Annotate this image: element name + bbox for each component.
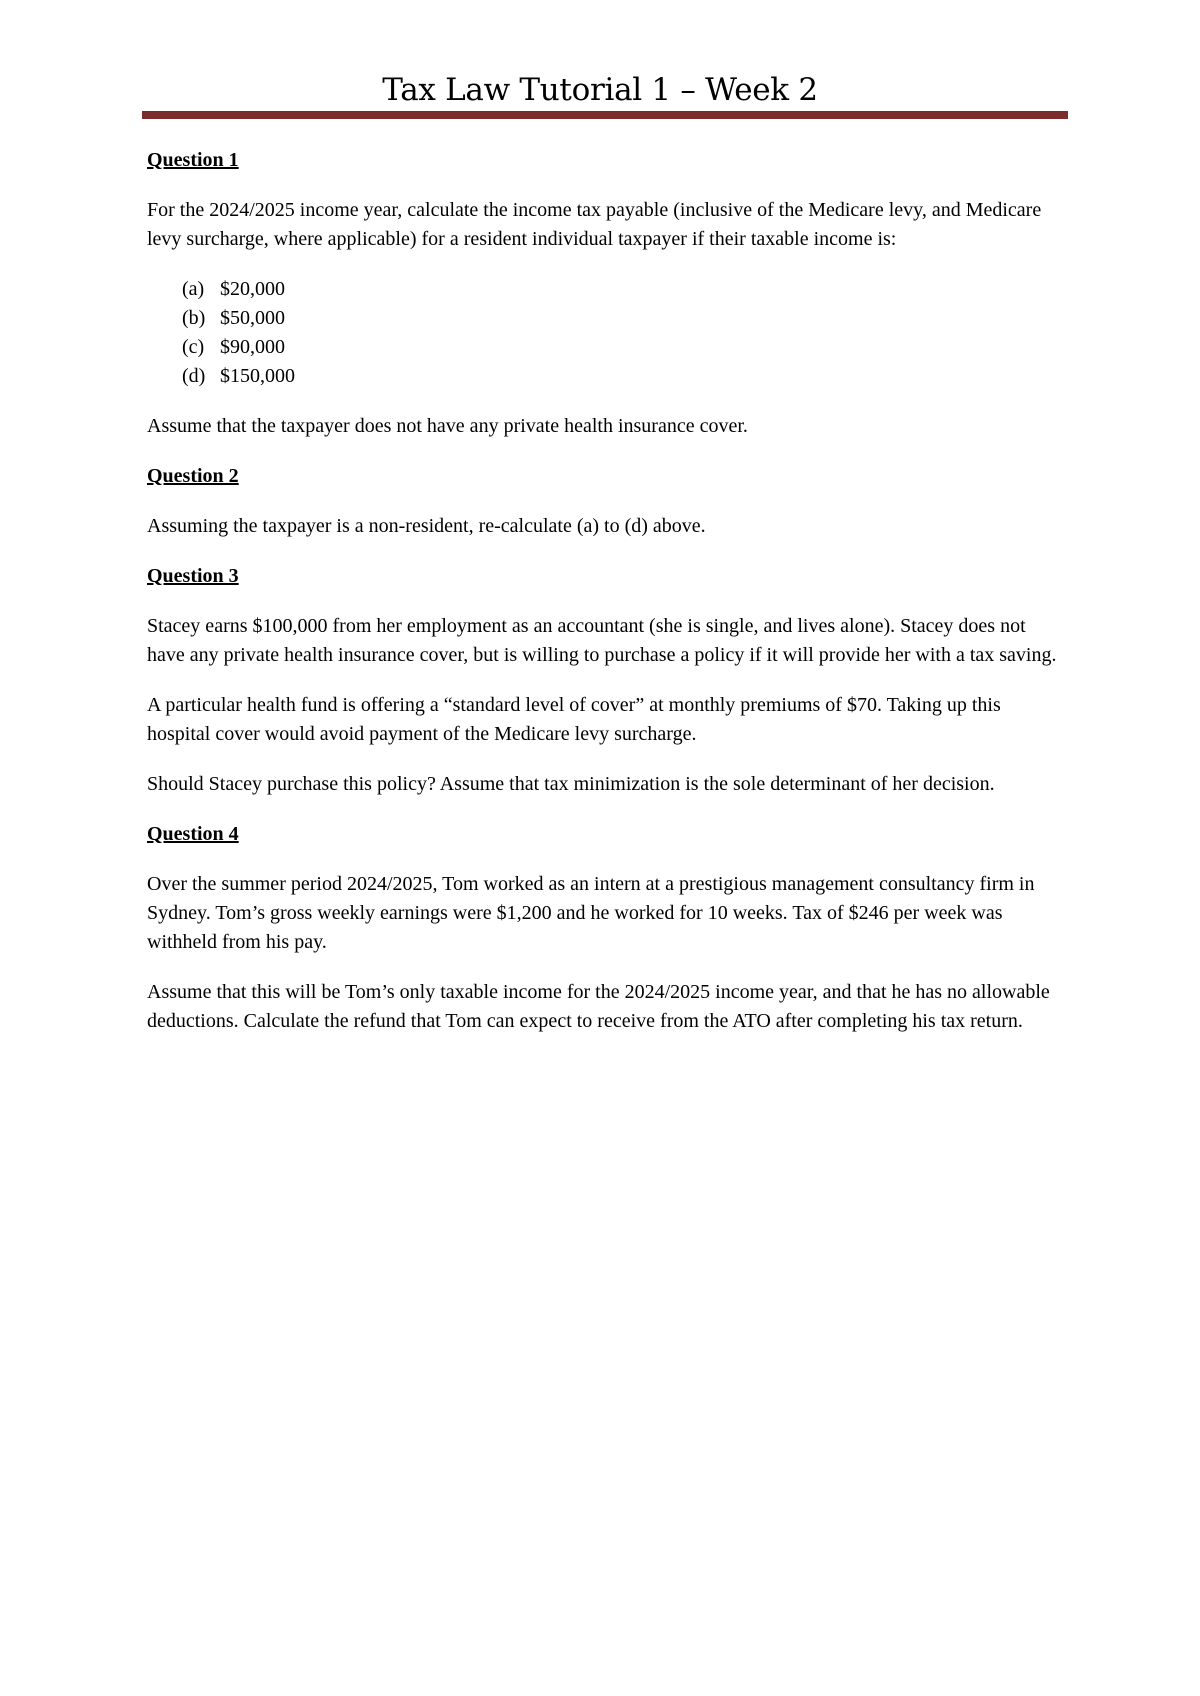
question-4-paragraph: Over the summer period 2024/2025, Tom worked as an intern at a prestigious management consultancy firm in Sydney. Tom’s gross weekly earnings were $1,200 and he worked for 10 weeks. Tax of $246 per week was withheld from his pay. [147, 873, 1035, 953]
option-value: $150,000 [220, 365, 295, 387]
question-3-paragraph: A particular health fund is offering a “standard level of cover” at monthly premiums of $70. Taking up this hospital cover would avoid payment of the Medicare levy surcharge. [147, 694, 1001, 745]
option-b [182, 304, 1067, 333]
question-1-heading: Question 1 [147, 149, 239, 171]
title-rule [142, 111, 1068, 119]
option-value: $20,000 [220, 278, 285, 300]
question-3-paragraph: Stacey earns $100,000 from her employment as an accountant (she is single, and lives alone). Stacey does not have any private health insurance cover, but is willing to purchase a policy if it will provide her with a tax saving. [147, 615, 1057, 666]
question-3-heading: Question 3 [147, 565, 239, 587]
option-label: (b) [182, 307, 206, 329]
option-label: (d) [182, 365, 206, 387]
option-c [182, 333, 1067, 362]
question-1-intro: For the 2024/2025 income year, calculate the income tax payable (inclusive of the Medicare levy, and Medicare levy surcharge, where applicable) for a resident individual taxpayer if their taxable income is: [147, 199, 1042, 250]
document-body [147, 146, 1067, 1057]
question-4-paragraph: Assume that this will be Tom’s only taxable income for the 2024/2025 income year, and that he has no allowable deductions. Calculate the refund that Tom can expect to receive from the ATO after completing his tax return. [147, 981, 1050, 1032]
question-1-assumption: Assume that the taxpayer does not have any private health insurance cover. [147, 415, 748, 437]
question-3-paragraph: Should Stacey purchase this policy? Assume that tax minimization is the sole determinant of her decision. [147, 773, 995, 795]
option-d [182, 362, 1067, 391]
option-a [182, 275, 1067, 304]
option-value: $90,000 [220, 336, 285, 358]
option-label: (a) [182, 278, 205, 300]
question-4-heading: Question 4 [147, 823, 239, 845]
option-value: $50,000 [220, 307, 285, 329]
option-label: (c) [182, 336, 205, 358]
page-title: Tax Law Tutorial 1 – Week 2 [382, 72, 818, 108]
question-1-options [147, 275, 1067, 391]
question-2-heading: Question 2 [147, 465, 239, 487]
question-2-text: Assuming the taxpayer is a non-resident, re-calculate (a) to (d) above. [147, 515, 706, 537]
